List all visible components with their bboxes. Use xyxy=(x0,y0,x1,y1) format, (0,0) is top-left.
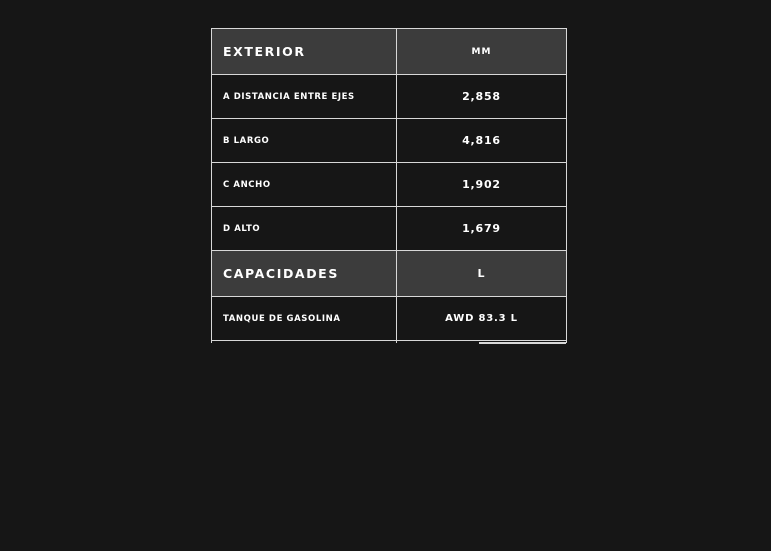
fuel-tank-label: TANQUE DE GASOLINA xyxy=(212,297,397,341)
length-value: 4,816 xyxy=(397,119,567,163)
exterior-unit-label: MM xyxy=(397,29,567,75)
table-bottom-border-fragment xyxy=(479,342,566,344)
width-value: 1,902 xyxy=(397,163,567,207)
cutoff-cell-left xyxy=(212,341,397,344)
specifications-table xyxy=(211,28,567,343)
exterior-header-row xyxy=(212,29,567,75)
height-label: D ALTO xyxy=(212,207,397,251)
table-row-height xyxy=(212,207,567,251)
capacidades-unit-label: L xyxy=(397,251,567,297)
wheelbase-label: A DISTANCIA ENTRE EJES xyxy=(212,75,397,119)
wheelbase-value: 2,858 xyxy=(397,75,567,119)
exterior-section-title: EXTERIOR xyxy=(212,29,397,75)
height-value: 1,679 xyxy=(397,207,567,251)
length-label: B LARGO xyxy=(212,119,397,163)
width-label: C ANCHO xyxy=(212,163,397,207)
fuel-tank-value: AWD 83.3 L xyxy=(397,297,567,341)
table-row-width xyxy=(212,163,567,207)
table-row-wheelbase xyxy=(212,75,567,119)
table-row-length xyxy=(212,119,567,163)
capacidades-header-row xyxy=(212,251,567,297)
table-row-fuel-tank xyxy=(212,297,567,341)
capacidades-section-title: CAPACIDADES xyxy=(212,251,397,297)
